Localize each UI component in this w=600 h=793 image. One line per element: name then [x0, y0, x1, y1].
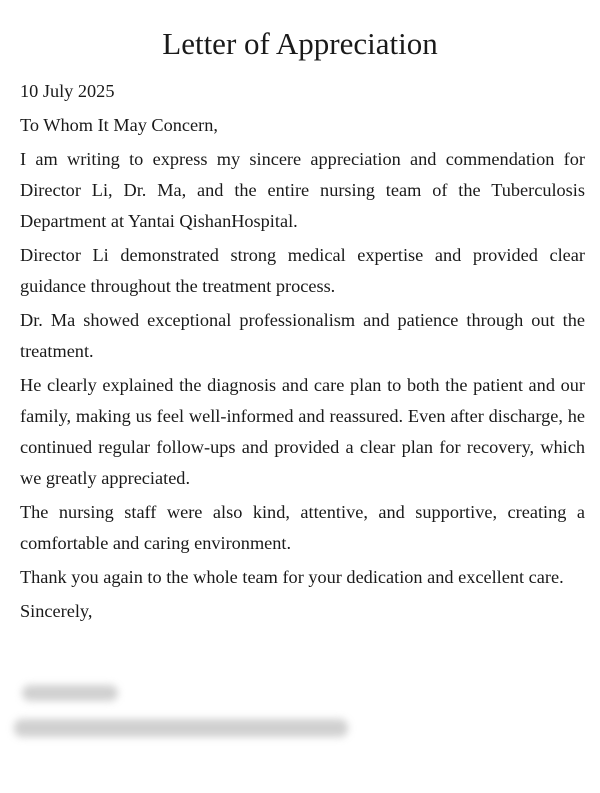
letter-paragraph-4: He clearly explained the diagnosis and care plan to both the patient and our family, making us feel well-informed and reassured. Even after discharge, he continued regular follow-ups and provided a clear plan for recovery, which we greatly appreciated.	[20, 375, 585, 488]
letter-date: 10 July 2025	[20, 81, 115, 101]
letter-body	[20, 76, 585, 630]
letter-paragraph-6: Thank you again to the whole team for your dedication and excellent care.	[20, 567, 564, 587]
letter-closing: Sincerely,	[20, 601, 93, 621]
letter-paragraph-3: Dr. Ma showed exceptional professionalism and patience through out the treatment.	[20, 310, 585, 361]
letter-paragraph-1: I am writing to express my sincere appreciation and commendation for Director Li, Dr. Ma, and the entire nursing team of the Tuberculosis Department at Yantai QishanHospital.	[20, 149, 585, 231]
redacted-signature-name	[22, 685, 118, 701]
letter-salutation: To Whom It May Concern,	[20, 115, 218, 135]
redacted-contact-details	[14, 719, 348, 737]
letter-paragraph-2: Director Li demonstrated strong medical expertise and provided clear guidance throughout the treatment process.	[20, 245, 585, 296]
letter-paragraph-5: The nursing staff were also kind, attentive, and supportive, creating a comfortable and caring environment.	[20, 502, 585, 553]
letter-title: Letter of Appreciation	[162, 26, 438, 61]
